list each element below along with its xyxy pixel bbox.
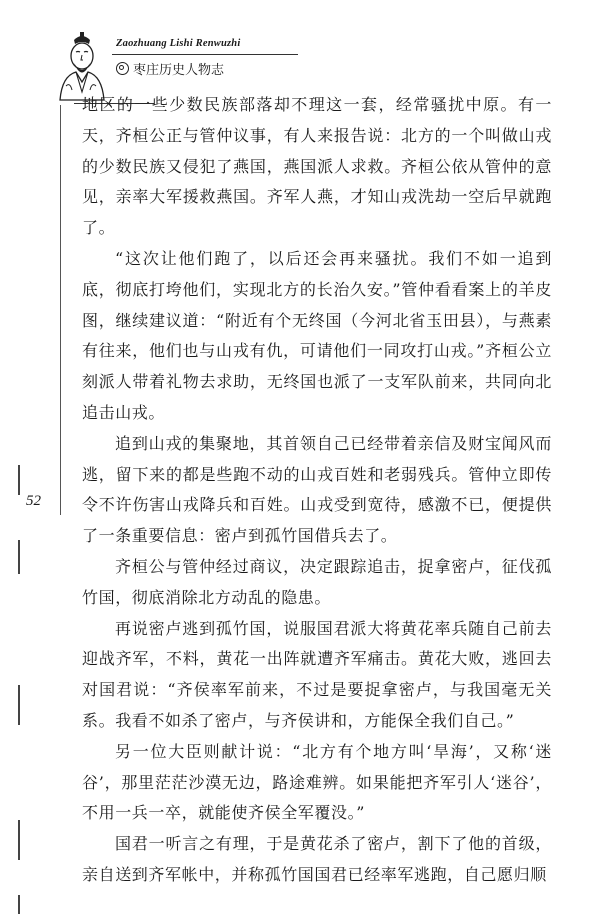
paragraph: 另一位大臣则献计说：“北方有个地方叫‘旱海’，又称‘迷谷’，那里茫茫沙漠无边，路途难辨。如果能把齐军引人‘迷谷’，不用一兵一卒，就能使齐侯全军覆没。”	[82, 741, 552, 823]
gutter-mark	[18, 465, 20, 495]
body-text	[82, 90, 552, 891]
paragraph: 国君一听言之有理，于是黄花杀了密卢，割下了他的首级，亲自送到齐军帐中，并称孤竹国国君已经率军逃跑，自己愿归顺	[82, 834, 552, 884]
paragraph: 齐桓公与管仲经过商议，决定跟踪追击，捉拿密卢，征伐孤竹国，彻底消除北方动乱的隐患。	[82, 556, 552, 607]
gutter-mark	[18, 820, 20, 860]
gutter-mark	[18, 685, 20, 725]
paragraph: 地区的一些少数民族部落却不理这一套，经常骚扰中原。有一天，齐桓公正与管仲议事，有人来报告说：北方的一个叫做山戎的少数民族又侵犯了燕国，燕国派人求救。齐桓公依从管仲的意见，亲率大军援救燕国。齐军人燕，才知山戎洗劫一空后早就跑了。	[82, 95, 552, 238]
paragraph: “这次让他们跑了，以后还会再来骚扰。我们不如一追到底，彻底打垮他们，实现北方的长治久安。”管仲看看案上的羊皮图，继续建议道：“附近有个无终国（今河北省玉田县），与燕素有往来，他们也与山戎有仇，可请他们一同攻打山戎。”齐桓公立刻派人带着礼物去求助，无终国也派了一支军队前来，共同向北追击山戎。	[82, 248, 552, 422]
header-divider	[112, 54, 298, 55]
paragraph: 再说密卢逃到孤竹国，说服国君派大将黄花率兵随自己前去迎战齐军，不料，黄花一出阵就遭齐军痛击。黄花大败，逃回去对国君说：“齐侯率军前来，不过是要捉拿密卢，与我国毫无关系。我看不如杀了密卢，与齐侯讲和，方能保全我们自己。”	[82, 618, 552, 730]
gutter-mark	[18, 895, 20, 914]
header-chinese-title-row	[116, 59, 224, 78]
left-margin-line	[60, 105, 61, 515]
gutter-mark	[18, 540, 20, 574]
header-latin-title: Zaozhuang Lishi Renwuzhi	[116, 38, 241, 49]
page-number: 52	[26, 493, 41, 509]
concentric-circle-icon	[116, 62, 129, 75]
header-chinese-title: 枣庄历史人物志	[133, 63, 225, 78]
paragraph: 追到山戎的集聚地，其首领自己已经带着亲信及财宝闻风而逃，留下来的都是些跑不动的山戎百姓和老弱残兵。管仲立即传令不许伤害山戎降兵和百姓。山戎受到宽待，感激不已，便提供了一条重要信息：密卢到孤竹国借兵去了。	[82, 433, 552, 546]
